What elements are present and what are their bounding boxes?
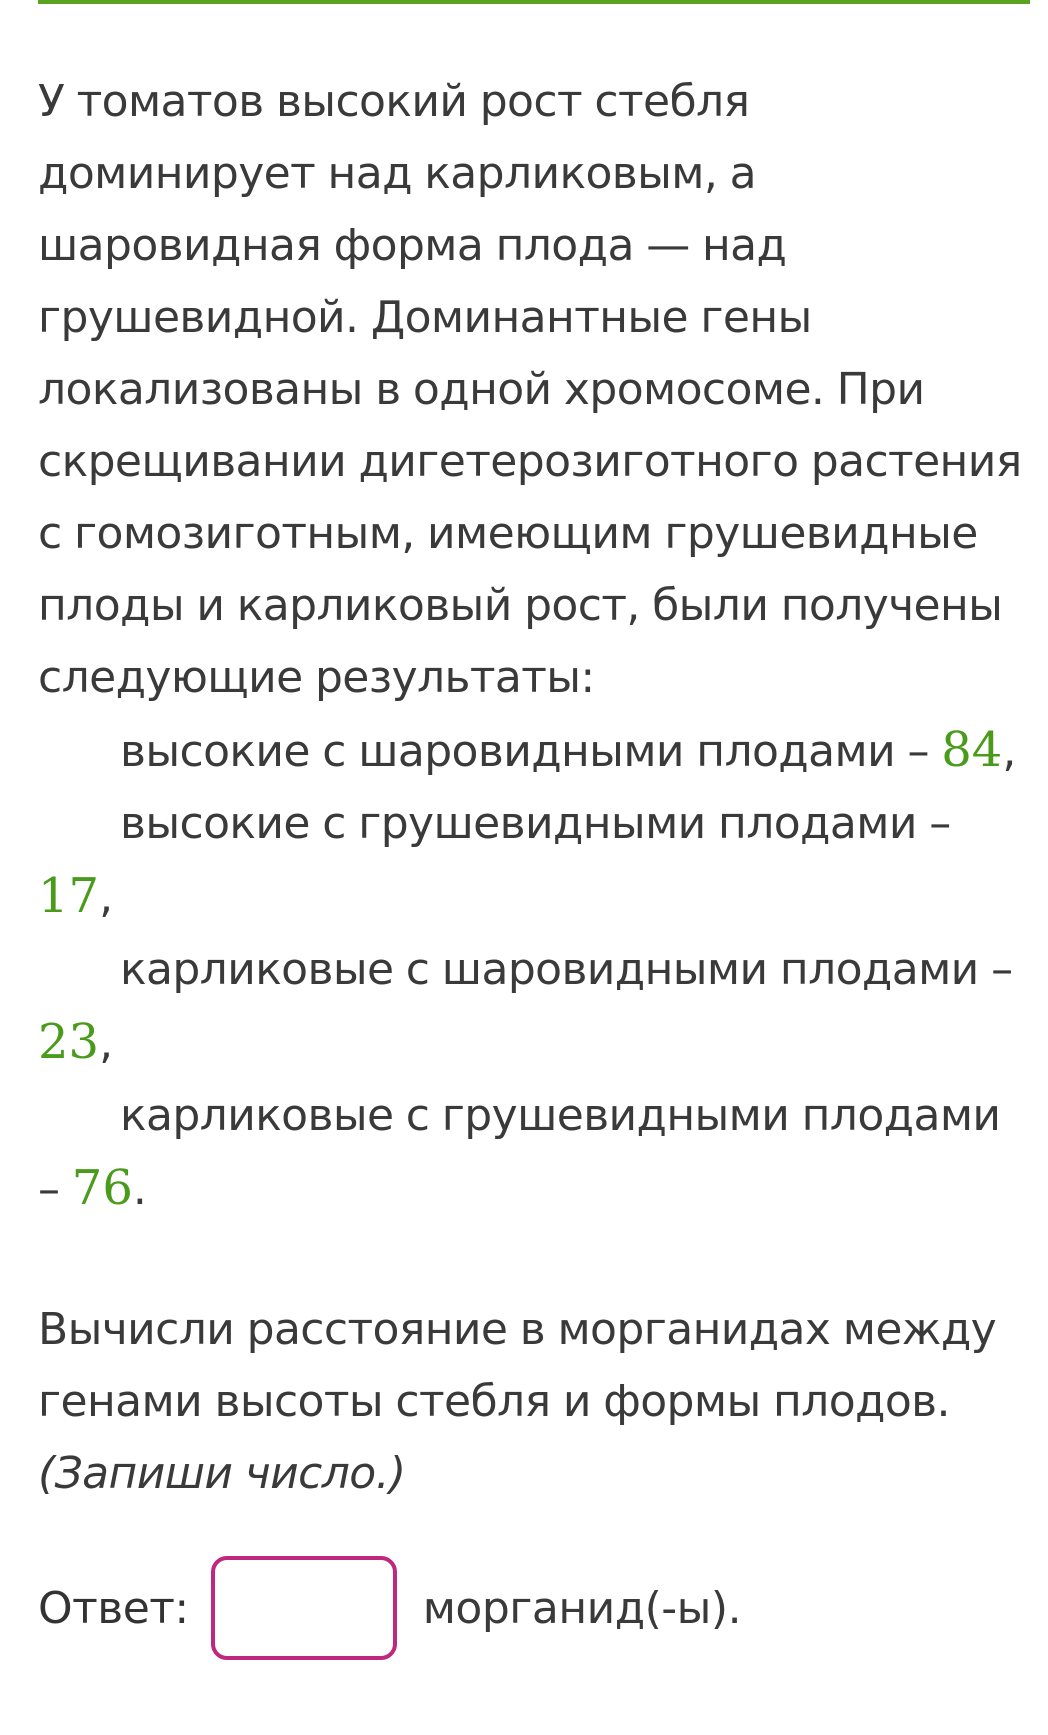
result-label: высокие с шаровидными плодами – — [120, 726, 929, 777]
answer-input[interactable] — [211, 1556, 397, 1660]
result-item — [38, 714, 1028, 788]
result-value: 17 — [38, 868, 100, 924]
result-suffix: . — [132, 1164, 147, 1215]
answer-row — [38, 1552, 741, 1664]
task-content — [38, 66, 1028, 1510]
result-label: высокие с грушевидными плодами – — [120, 798, 951, 849]
result-item — [38, 934, 1028, 1080]
problem-intro: У томатов высокий рост стебля доминирует над карликовым, а шаровидная форма плода — над грушевидной. Доминантные гены локализованы в одной хромосоме. При скрещивании дигетерозиготного растения с гомозиготным, имеющим грушевидные плоды и карликовый рост, были получены следующие результаты: — [38, 76, 1022, 703]
question-text — [38, 1294, 1028, 1510]
result-value: 76 — [71, 1160, 133, 1216]
result-value: 84 — [941, 722, 1003, 778]
result-label: карликовые с грушевидными плодами – — [38, 1090, 1001, 1215]
result-suffix: , — [99, 872, 113, 923]
result-value: 23 — [38, 1014, 100, 1070]
question-hint: (Запиши число.) — [38, 1448, 406, 1499]
result-suffix: , — [1002, 726, 1016, 777]
question-block — [38, 1294, 1028, 1510]
answer-unit: морганид(-ы). — [422, 1582, 742, 1634]
result-suffix: , — [99, 1018, 113, 1069]
question-main: Вычисли расстояние в морганидах между генами высоты стебля и формы плодов. — [38, 1304, 997, 1427]
result-item — [38, 1080, 1028, 1226]
result-label: карликовые с шаровидными плодами – — [120, 944, 1013, 995]
result-item — [38, 788, 1028, 934]
answer-label: Ответ: — [38, 1582, 189, 1634]
top-divider — [38, 0, 1030, 4]
problem-statement — [38, 66, 1028, 1226]
